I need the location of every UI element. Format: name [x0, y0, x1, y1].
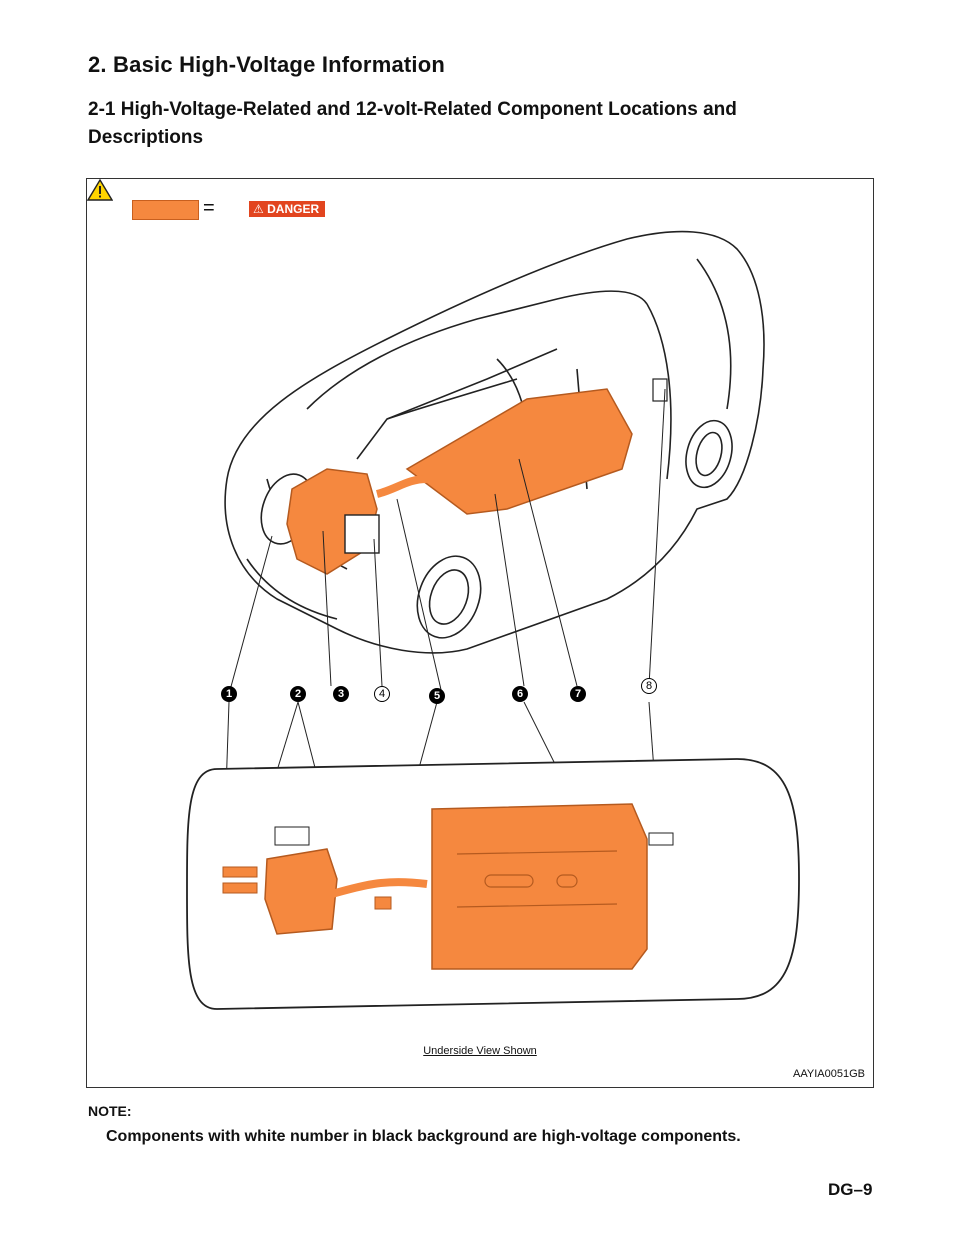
- hv-color-swatch: [132, 200, 199, 220]
- callout-3: 3: [333, 686, 349, 702]
- warning-triangle-icon: [87, 179, 113, 201]
- note-label: NOTE:: [88, 1103, 132, 1119]
- subsection-title: 2-1 High-Voltage-Related and 12-volt-Related Component Locations and Descriptions: [88, 99, 737, 148]
- 12v-battery: [345, 515, 379, 553]
- callout-7: 7: [570, 686, 586, 702]
- callout-6: 6: [512, 686, 528, 702]
- figure-id: AAYIA0051GB: [793, 1068, 865, 1080]
- danger-exclamation-icon: ⚠: [253, 202, 264, 216]
- hv-battery-underside: [432, 804, 647, 969]
- callout-8: 8: [641, 678, 657, 694]
- callout-4: 4: [374, 686, 390, 702]
- hv-battery-top: [407, 389, 632, 514]
- component-location-figure: [86, 178, 874, 1088]
- legend-equals: =: [203, 197, 215, 219]
- note-text: Components with white number in black background are high-voltage components.: [106, 1128, 741, 1145]
- callout-2: 2: [290, 686, 306, 702]
- callout-5: 5: [429, 688, 445, 704]
- page-number: DG–9: [828, 1180, 873, 1199]
- underside-caption: Underside View Shown: [423, 1045, 537, 1057]
- vehicle-illustration: [87, 179, 875, 1089]
- callout-1: 1: [221, 686, 237, 702]
- danger-label: [249, 201, 325, 217]
- danger-text: DANGER: [267, 202, 320, 216]
- section-title: 2. Basic High-Voltage Information: [88, 52, 446, 77]
- hv-powertrain-underside: [265, 849, 337, 934]
